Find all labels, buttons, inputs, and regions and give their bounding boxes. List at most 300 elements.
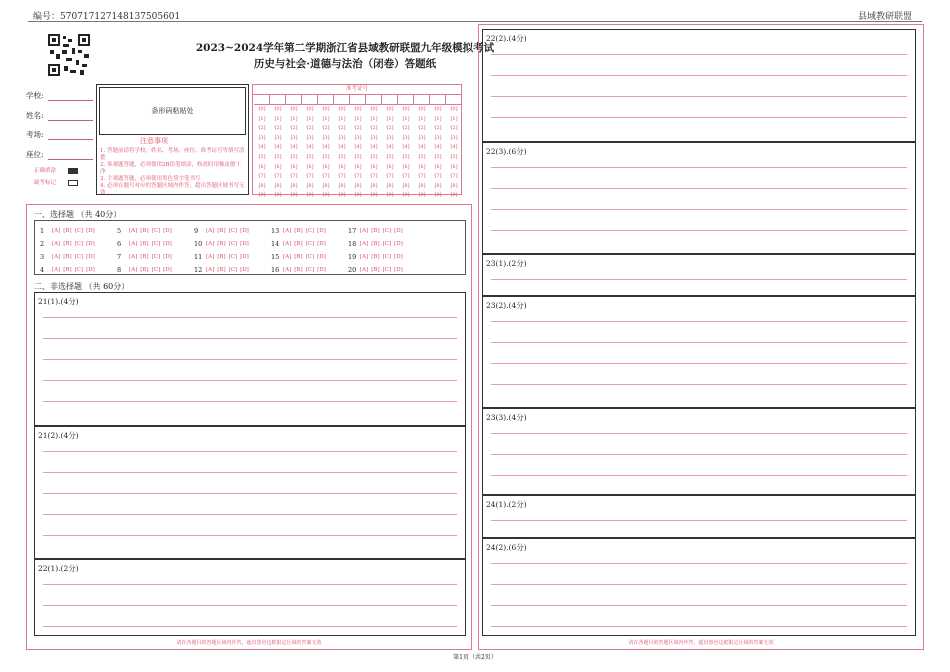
q22-2-box[interactable] [482,29,916,142]
exam-id-bubble[interactable]: [1] [450,115,458,122]
q23-2-box[interactable] [482,296,916,408]
exam-id-bubble[interactable]: [8] [450,182,458,189]
mcq-row [40,263,465,276]
mcq-option-bubble[interactable]: [A] [206,253,215,260]
mcq-option-bubble[interactable]: [A] [283,266,292,273]
exam-id-bubble[interactable]: [4] [338,144,346,151]
exam-id-bubble[interactable]: [2] [338,125,346,132]
mcq-option-bubble[interactable]: [C] [305,227,315,234]
mcq-option-bubble[interactable]: [C] [382,240,392,247]
mcq-option-bubble[interactable]: [A] [129,253,138,260]
q23-3-box[interactable] [482,408,916,495]
writing-line [491,279,907,280]
exam-id-bubble[interactable]: [9] [418,192,426,199]
writing-line [491,433,907,434]
q21-1-box[interactable] [34,292,466,426]
mcq-option-bubble[interactable]: [C] [74,227,84,234]
exam-id-bubble[interactable]: [6] [354,163,362,170]
exam-id-bubble[interactable]: [4] [370,144,378,151]
exam-id-bubble[interactable]: [1] [402,115,410,122]
exam-id-bubble[interactable]: [0] [322,106,330,112]
exam-id-bubble[interactable]: [0] [274,106,282,112]
mcq-option-bubble[interactable]: [D] [86,266,95,273]
mcq-item [117,253,194,261]
mcq-option-bubble[interactable]: [A] [206,227,215,234]
mcq-item [40,240,117,248]
exam-id-bubble[interactable]: [1] [386,115,394,122]
mcq-option-bubble[interactable]: [D] [163,253,172,260]
mcq-option-bubble[interactable]: [C] [151,253,161,260]
mcq-number: 2 [40,239,45,248]
exam-id-bubble[interactable]: [3] [434,134,442,141]
writing-line [43,359,457,360]
exam-id-bubble[interactable]: [9] [306,192,314,199]
exam-id-bubble[interactable]: [0] [386,106,394,112]
mcq-option-bubble[interactable]: [D] [317,227,326,234]
writing-line [43,584,457,585]
mcq-option-bubble[interactable]: [C] [305,240,315,247]
note-item: 2. 客观题答题，必须使用2B铅笔填涂，修改时用橡皮擦干净 [100,162,242,175]
exam-id-bubble[interactable]: [1] [258,115,266,122]
q24-1-box[interactable] [482,495,916,538]
mcq-option-bubble[interactable]: [B] [63,240,72,247]
exam-id-bubble[interactable]: [4] [434,144,442,151]
writing-line [491,167,907,168]
question-label: 21(1).(4分) [38,297,79,306]
absent-mark-box[interactable] [68,180,78,186]
writing-line [491,454,907,455]
mcq-option-bubble[interactable]: [B] [371,227,380,234]
exam-id-bubble[interactable]: [4] [402,144,410,151]
mcq-option-bubble[interactable]: [B] [140,227,149,234]
exam-id-bubble[interactable]: [5] [402,153,410,160]
exam-id-bubble[interactable]: [6] [418,163,426,170]
mcq-option-bubble[interactable]: [B] [140,240,149,247]
exam-id-bubble[interactable]: [9] [450,192,458,199]
exam-id-bubble[interactable]: [3] [418,134,426,141]
mcq-option-bubble[interactable]: [D] [394,240,403,247]
mcq-option-bubble[interactable]: [D] [317,266,326,273]
mcq-option-bubble[interactable]: [D] [394,227,403,234]
exam-id-bubble[interactable]: [9] [434,192,442,199]
exam-id-bubble[interactable]: [2] [434,125,442,132]
mcq-option-bubble[interactable]: [A] [52,253,61,260]
exam-id-bubble[interactable]: [8] [434,182,442,189]
mcq-option-bubble[interactable]: [B] [63,253,72,260]
exam-id-bubble[interactable]: [3] [370,134,378,141]
left-footer-note: 请在各题目的答题区域内作答，超出黑色边框限定区域的答案无效 [176,640,322,646]
section1-title: 一、选择题 （共 40分） [34,210,122,219]
mcq-option-bubble[interactable]: [C] [74,253,84,260]
exam-id-bubble[interactable]: [7] [354,173,362,180]
name-field[interactable]: 姓名: [26,110,93,121]
exam-id-write-cell[interactable] [302,95,318,105]
exam-id-bubble[interactable]: [1] [290,115,298,122]
exam-id-write-cell[interactable] [270,95,286,105]
exam-id-bubble[interactable]: [7] [274,173,282,180]
mcq-option-bubble[interactable]: [C] [305,266,315,273]
exam-id-bubble[interactable]: [6] [322,163,330,170]
exam-id-bubble[interactable]: [2] [306,125,314,132]
mcq-option-bubble[interactable]: [C] [228,240,238,247]
writing-line [43,535,457,536]
exam-id-bubble[interactable]: [8] [354,182,362,189]
exam-id-bubble[interactable]: [9] [290,192,298,199]
exam-id-bubble[interactable]: [9] [354,192,362,199]
mcq-option-bubble[interactable]: [A] [283,240,292,247]
exam-id-bubble[interactable]: [3] [258,134,266,141]
exam-id-bubble[interactable]: [1] [354,115,362,122]
mcq-option-bubble[interactable]: [B] [140,266,149,273]
mcq-item [194,266,271,274]
mcq-number: 1 [40,226,45,235]
exam-id-bubble[interactable]: [4] [354,144,362,151]
mcq-grid [35,221,465,276]
exam-id-bubble[interactable]: [6] [386,163,394,170]
mcq-option-bubble[interactable]: [D] [86,227,95,234]
mcq-option-bubble[interactable]: [D] [240,227,249,234]
exam-id-bubble[interactable]: [5] [258,153,266,160]
mcq-item [40,227,117,235]
exam-id-bubble[interactable]: [7] [386,173,394,180]
mcq-option-bubble[interactable]: [C] [151,266,161,273]
mcq-option-bubble[interactable]: [D] [240,266,249,273]
mcq-option-bubble[interactable]: [A] [52,227,61,234]
question-label: 24(1).(2分) [486,500,527,509]
exam-id-bubble[interactable]: [8] [306,182,314,189]
mcq-option-bubble[interactable]: [D] [163,240,172,247]
mcq-option-bubble[interactable]: [B] [294,240,303,247]
exam-id-bubble[interactable]: [9] [338,192,346,199]
mcq-option-bubble[interactable]: [C] [151,240,161,247]
exam-id-bubble[interactable]: [6] [258,163,266,170]
mcq-item [348,253,425,261]
exam-id-bubble[interactable]: [6] [274,163,282,170]
mcq-option-bubble[interactable]: [B] [371,240,380,247]
barcode-area: 条形码粘贴处 [99,87,246,135]
mcq-option-bubble[interactable]: [C] [228,227,238,234]
exam-id-write-cell[interactable] [430,95,446,105]
mcq-option-bubble[interactable]: [A] [129,266,138,273]
mcq-item [348,227,425,235]
notes-list [100,148,245,197]
question-label: 22(1).(2分) [38,564,79,573]
mcq-option-bubble[interactable]: [D] [163,266,172,273]
exam-id-bubble[interactable]: [1] [370,115,378,122]
exam-id-bubble[interactable]: [3] [450,134,458,141]
exam-id-bubble[interactable]: [6] [450,163,458,170]
exam-id-bubble[interactable]: [3] [306,134,314,141]
exam-id-bubble[interactable]: [0] [290,106,298,112]
exam-id-bubble[interactable]: [0] [370,106,378,112]
mcq-option-bubble[interactable]: [A] [360,227,369,234]
exam-id-bubble[interactable]: [4] [450,144,458,151]
writing-line [43,605,457,606]
exam-id-bubble[interactable]: [2] [370,125,378,132]
mcq-option-bubble[interactable]: [B] [294,227,303,234]
question-label: 24(2).(6分) [486,543,527,552]
exam-id-bubble[interactable]: [4] [322,144,330,151]
exam-id-bubble[interactable]: [6] [338,163,346,170]
exam-id-bubble[interactable]: [3] [386,134,394,141]
mcq-option-bubble[interactable]: [C] [74,240,84,247]
absent-mark-legend: 缺考标记 [34,180,57,186]
exam-id-bubble[interactable]: [6] [290,163,298,170]
exam-id-bubble[interactable]: [9] [402,192,410,199]
mcq-option-bubble[interactable]: [B] [294,253,303,260]
mcq-number: 11 [194,252,203,261]
q21-2-box[interactable] [34,426,466,559]
mcq-number: 3 [40,252,45,261]
question-label: 21(2).(4分) [38,431,79,440]
exam-id-bubble[interactable]: [0] [306,106,314,112]
mcq-option-bubble[interactable]: [A] [52,266,61,273]
exam-id-bubble[interactable]: [2] [386,125,394,132]
exam-id-bubble[interactable]: [9] [322,192,330,199]
exam-id-bubble[interactable]: [7] [370,173,378,180]
exam-id-bubble[interactable]: [0] [450,106,458,112]
mcq-item [348,240,425,248]
mcq-option-bubble[interactable]: [C] [228,253,238,260]
mcq-option-bubble[interactable]: [B] [217,253,226,260]
writing-line [491,584,907,585]
mcq-option-bubble[interactable]: [D] [394,253,403,260]
exam-id-bubble[interactable]: [2] [402,125,410,132]
exam-id-write-cell[interactable] [414,95,430,105]
exam-id-bubble[interactable]: [7] [338,173,346,180]
mcq-item [194,240,271,248]
exam-id-bubble[interactable]: [1] [274,115,282,122]
page-number: 第1页（共2页） [453,654,497,661]
mcq-item [271,253,348,261]
exam-id-bubble[interactable]: [7] [450,173,458,180]
exam-id-bubble[interactable]: [5] [290,153,298,160]
mcq-item [348,266,425,274]
exam-id-bubble[interactable]: [3] [338,134,346,141]
exam-id-bubble[interactable]: [4] [290,144,298,151]
exam-id-bubble[interactable]: [3] [322,134,330,141]
exam-id-bubble[interactable]: [1] [306,115,314,122]
exam-id-bubble[interactable]: [1] [322,115,330,122]
mcq-option-bubble[interactable]: [C] [74,266,84,273]
exam-id-bubble[interactable]: [2] [274,125,282,132]
exam-id-write-cell[interactable] [446,95,462,105]
exam-id-write-cell[interactable] [366,95,382,105]
exam-id-bubble[interactable]: [7] [402,173,410,180]
exam-id-bubble[interactable]: [3] [290,134,298,141]
exam-id-bubble[interactable]: [0] [338,106,346,112]
mcq-option-bubble[interactable]: [A] [129,240,138,247]
writing-line [43,514,457,515]
exam-id-bubble[interactable]: [5] [434,153,442,160]
exam-id-bubble[interactable]: [1] [434,115,442,122]
writing-line [43,626,457,627]
exam-id-bubble[interactable]: [3] [402,134,410,141]
mcq-option-bubble[interactable]: [A] [360,240,369,247]
exam-id-bubble[interactable]: [5] [450,153,458,160]
exam-id-bubble[interactable]: [7] [258,173,266,180]
exam-id-bubble[interactable]: [6] [434,163,442,170]
exam-id-bubble[interactable]: [8] [418,182,426,189]
writing-line [491,363,907,364]
exam-id-bubble[interactable]: [5] [354,153,362,160]
exam-id-write-cell[interactable] [398,95,414,105]
exam-id-bubble[interactable]: [4] [274,144,282,151]
exam-id-bubble[interactable]: [4] [306,144,314,151]
mcq-option-bubble[interactable]: [D] [163,227,172,234]
q22-3-box[interactable] [482,142,916,254]
exam-id-bubble[interactable]: [0] [418,106,426,112]
exam-id-bubble[interactable]: [5] [370,153,378,160]
mcq-option-bubble[interactable]: [A] [360,266,369,273]
exam-id-bubble[interactable]: [2] [290,125,298,132]
exam-id-write-cell[interactable] [254,95,270,105]
correct-fill-legend: 正确填涂 [34,168,57,174]
exam-id-bubble[interactable]: [9] [370,192,378,199]
mcq-option-bubble[interactable]: [C] [305,253,315,260]
exam-id-bubble[interactable]: [8] [290,182,298,189]
exam-id-box [252,84,462,199]
exam-id-grid[interactable] [253,95,461,201]
exam-id-bubble[interactable]: [9] [258,192,266,199]
exam-id-bubble[interactable]: [6] [370,163,378,170]
mcq-option-bubble[interactable]: [A] [52,240,61,247]
exam-id-bubble[interactable]: [7] [322,173,330,180]
mcq-option-bubble[interactable]: [A] [206,266,215,273]
exam-id-bubble[interactable]: [9] [386,192,394,199]
mcq-number: 6 [117,239,122,248]
exam-id-bubble[interactable]: [2] [354,125,362,132]
exam-id-bubble[interactable]: [9] [274,192,282,199]
mcq-option-bubble[interactable]: [B] [217,266,226,273]
exam-id-bubble[interactable]: [1] [338,115,346,122]
writing-line [491,605,907,606]
mcq-item [117,266,194,274]
mcq-option-bubble[interactable]: [D] [317,240,326,247]
seat-field[interactable]: 座位: [26,149,93,160]
writing-line [491,384,907,385]
mcq-option-bubble[interactable]: [B] [63,266,72,273]
exam-id-bubble[interactable]: [0] [258,106,266,112]
mcq-number: 12 [194,265,203,274]
serial-number: 编号：57071712714813750560​1 [33,12,181,22]
mcq-option-bubble[interactable]: [C] [151,227,161,234]
note-item: 1. 答题前请将学校、姓名、考场、座位、准考证号等填写清楚 [100,148,245,161]
mcq-number: 5 [117,226,122,235]
question-label: 23(1).(2分) [486,259,527,268]
mcq-option-bubble[interactable]: [D] [86,240,95,247]
q24-2-box[interactable] [482,538,916,636]
exam-id-bubble[interactable]: [2] [258,125,266,132]
exam-id-bubble[interactable]: [5] [338,153,346,160]
exam-id-bubble[interactable]: [7] [290,173,298,180]
mcq-option-bubble[interactable]: [A] [360,253,369,260]
mcq-option-bubble[interactable]: [B] [217,240,226,247]
exam-id-write-cell[interactable] [318,95,334,105]
q23-1-box[interactable] [482,254,916,296]
exam-id-bubble[interactable]: [6] [306,163,314,170]
question-label: 22(2).(4分) [486,34,527,43]
alliance-name: 县域教研联盟 [857,12,912,22]
mcq-option-bubble[interactable]: [B] [63,227,72,234]
exam-id-bubble[interactable]: [8] [338,182,346,189]
exam-id-bubble[interactable]: [7] [418,173,426,180]
mcq-option-bubble[interactable]: [D] [317,253,326,260]
mcq-option-bubble[interactable]: [C] [382,266,392,273]
exam-id-bubble[interactable]: [2] [418,125,426,132]
exam-id-bubble[interactable]: [8] [370,182,378,189]
exam-id-write-cell[interactable] [382,95,398,105]
exam-id-bubble[interactable]: [5] [322,153,330,160]
header-rule [28,21,922,22]
exam-id-bubble[interactable]: [3] [274,134,282,141]
mcq-option-bubble[interactable]: [C] [382,227,392,234]
exam-id-bubble[interactable]: [0] [434,106,442,112]
exam-id-write-cell[interactable] [286,95,302,105]
exam-id-bubble[interactable]: [8] [402,182,410,189]
mcq-option-bubble[interactable]: [B] [140,253,149,260]
exam-room-field[interactable]: 考场: [26,129,93,140]
mcq-option-bubble[interactable]: [B] [371,266,380,273]
exam-id-bubble[interactable]: [5] [418,153,426,160]
mcq-item [40,253,117,261]
mcq-number: 15 [271,252,280,261]
exam-id-write-cell[interactable] [334,95,350,105]
mcq-option-bubble[interactable]: [D] [240,253,249,260]
exam-id-bubble[interactable]: [5] [306,153,314,160]
mcq-option-bubble[interactable]: [C] [382,253,392,260]
exam-id-bubble[interactable]: [4] [386,144,394,151]
exam-id-bubble[interactable]: [0] [354,106,362,112]
exam-id-bubble[interactable]: [2] [450,125,458,132]
writing-line [43,451,457,452]
mcq-option-bubble[interactable]: [C] [228,266,238,273]
mcq-number: 8 [117,265,122,274]
mcq-option-bubble[interactable]: [D] [240,240,249,247]
exam-id-bubble[interactable]: [8] [258,182,266,189]
exam-id-bubble[interactable]: [5] [274,153,282,160]
exam-id-bubble[interactable]: [1] [418,115,426,122]
exam-id-write-cell[interactable] [350,95,366,105]
exam-id-bubble[interactable]: [3] [354,134,362,141]
mcq-option-bubble[interactable]: [B] [371,253,380,260]
mcq-option-bubble[interactable]: [B] [294,266,303,273]
mcq-option-bubble[interactable]: [A] [283,253,292,260]
writing-line [491,117,907,118]
mcq-option-bubble[interactable]: [D] [86,253,95,260]
mcq-item [117,227,194,235]
exam-id-bubble[interactable]: [7] [434,173,442,180]
exam-id-bubble[interactable]: [7] [306,173,314,180]
exam-id-bubble[interactable]: [4] [258,144,266,151]
exam-id-bubble[interactable]: [5] [386,153,394,160]
exam-id-bubble[interactable]: [2] [322,125,330,132]
exam-id-bubble[interactable]: [4] [418,144,426,151]
exam-id-bubble[interactable]: [8] [274,182,282,189]
exam-id-bubble[interactable]: [0] [402,106,410,112]
exam-id-bubble[interactable]: [8] [322,182,330,189]
exam-id-bubble[interactable]: [8] [386,182,394,189]
exam-id-bubble[interactable]: [6] [402,163,410,170]
mcq-option-bubble[interactable]: [A] [206,240,215,247]
mcq-option-bubble[interactable]: [A] [129,227,138,234]
mcq-option-bubble[interactable]: [A] [283,227,292,234]
q22-1-box[interactable] [34,559,466,636]
mcq-option-bubble[interactable]: [B] [217,227,226,234]
mcq-option-bubble[interactable]: [D] [394,266,403,273]
school-field[interactable]: 学校: [26,90,93,101]
notes-title: 注意事项 [140,137,168,145]
